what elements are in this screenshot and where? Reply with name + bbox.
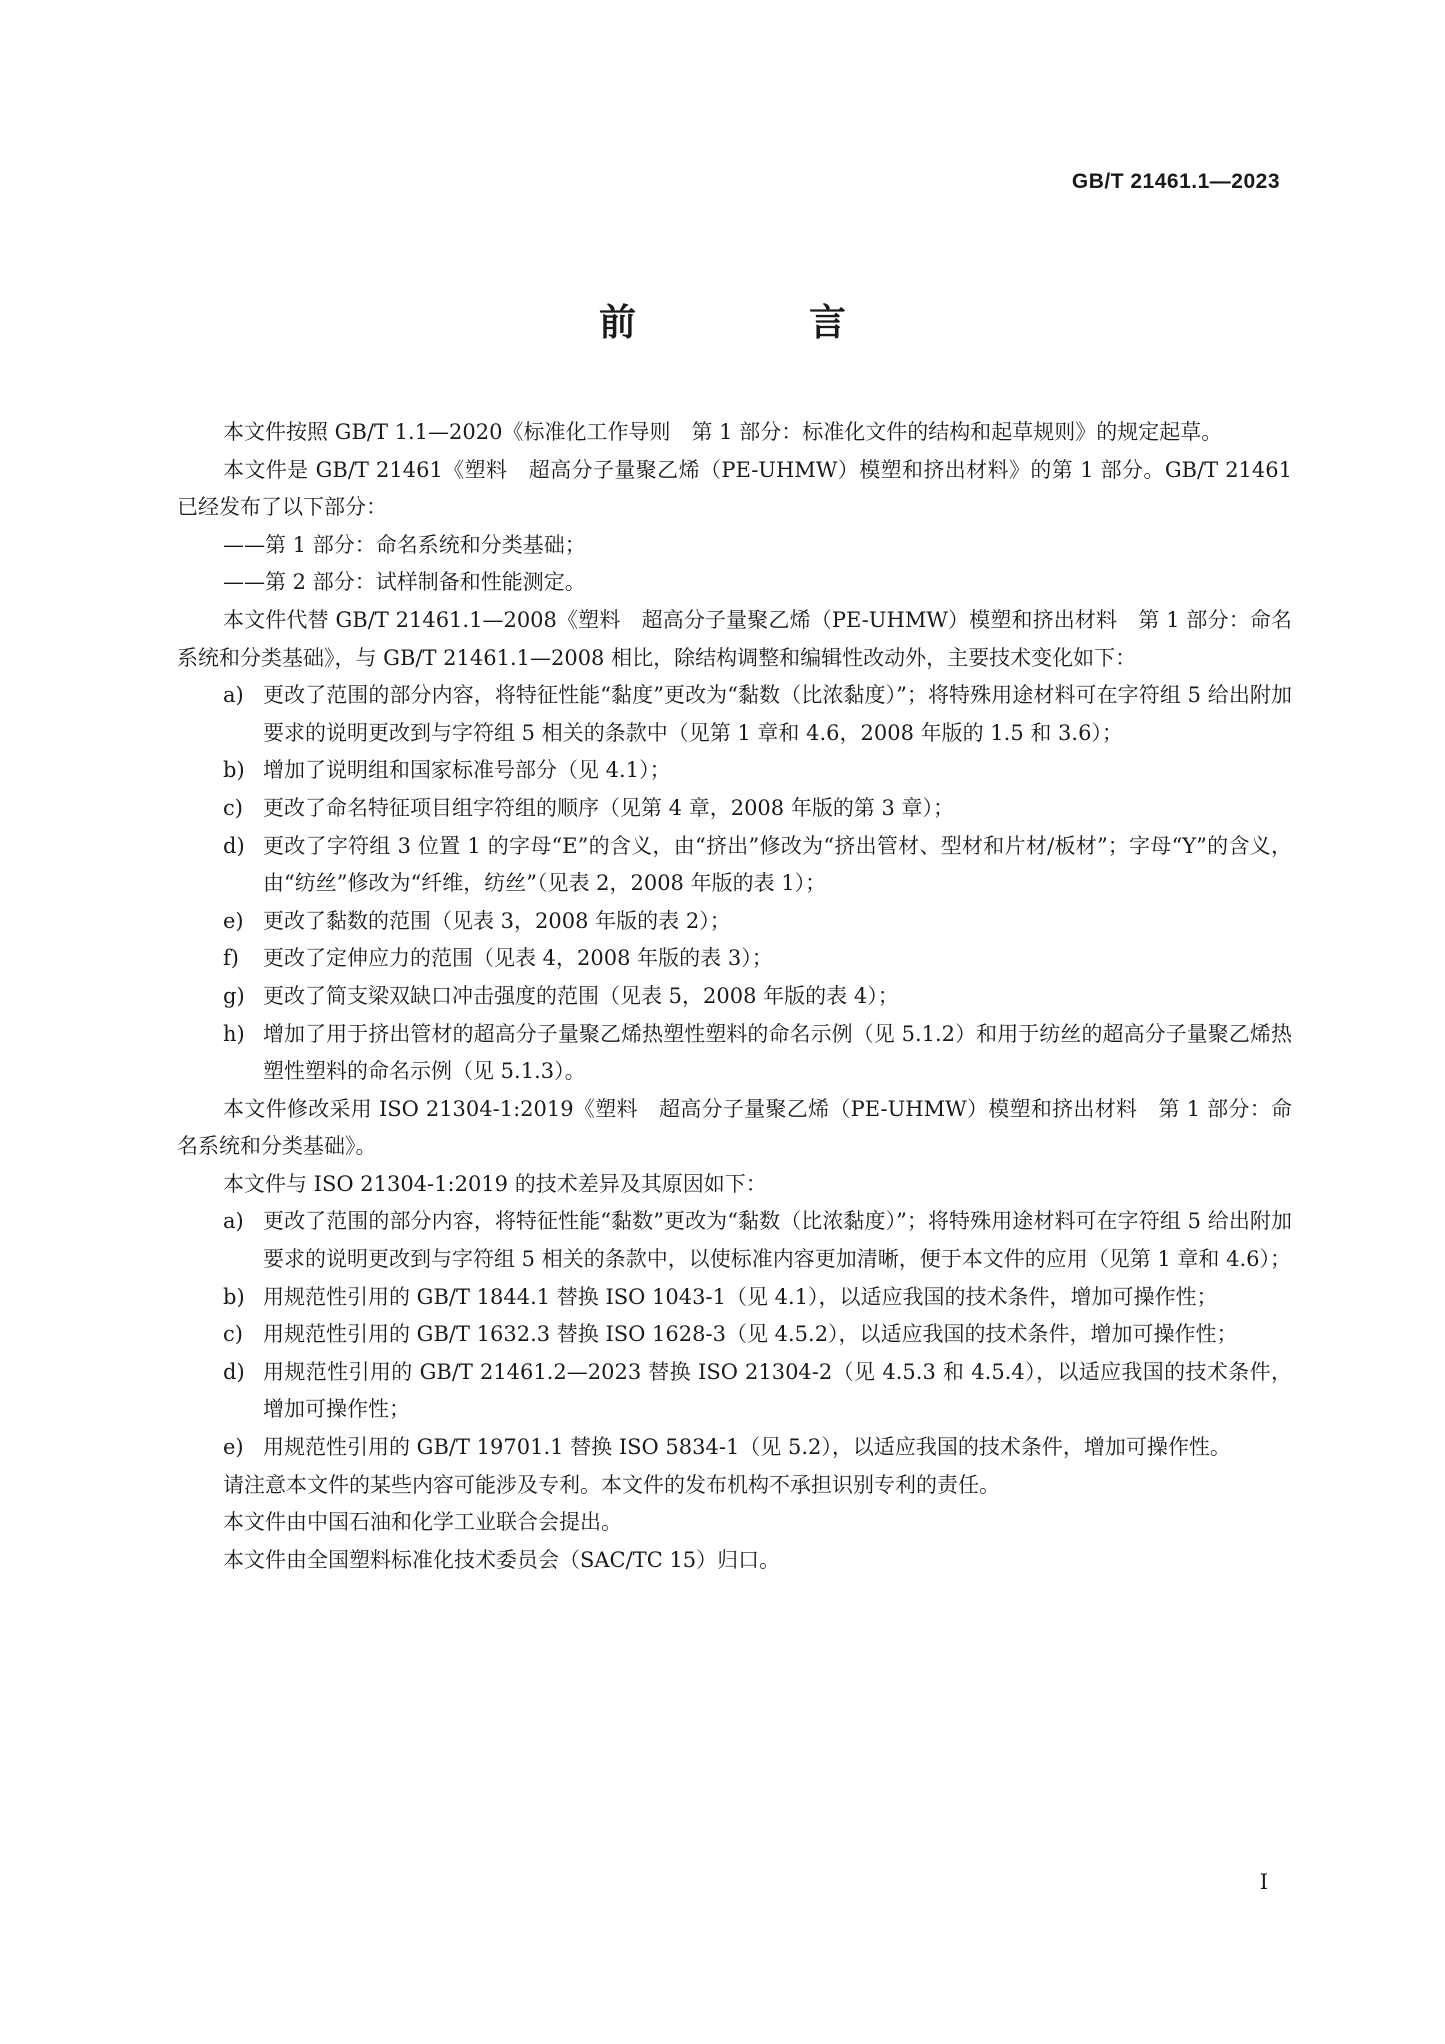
list-item [177, 940, 1292, 978]
list-item-text: 更改了定伸应力的范围（见表 4，2008 年版的表 3）； [263, 946, 773, 971]
list-item-text: 更改了命名特征项目组字符组的顺序（见第 4 章，2008 年版的第 3 章）； [263, 795, 955, 820]
list-item [177, 1316, 1292, 1354]
list-item-text: 用规范性引用的 GB/T 1844.1 替换 ISO 1043-1（见 4.1），以适应我国的技术条件，增加可操作性； [263, 1284, 1218, 1309]
paragraph-patent-notice: 请注意本文件的某些内容可能涉及专利。本文件的发布机构不承担识别专利的责任。 [223, 1472, 1000, 1497]
list-item-part-1: ——第 1 部分：命名系统和分类基础； [223, 532, 586, 557]
document-body [177, 414, 1292, 1579]
changes-list [177, 677, 1292, 1091]
paragraph-part-of-series: 本文件是 GB/T 21461《塑料 超高分子量聚乙烯（PE-UHMW）模塑和挤出材料》的第 1 部分。GB/T 21461 已经发布了以下部分： [177, 457, 1292, 520]
list-item [177, 978, 1292, 1016]
list-item-text: 更改了黏数的范围（见表 3，2008 年版的表 2）； [263, 908, 731, 933]
list-item-text: 用规范性引用的 GB/T 1632.3 替换 ISO 1628-3（见 4.5.2），以适应我国的技术条件，增加可操作性； [263, 1322, 1238, 1347]
list-marker: c) [223, 1322, 243, 1347]
paragraph-replacement: 本文件代替 GB/T 21461.1—2008《塑料 超高分子量聚乙烯（PE-UHMW）模塑和挤出材料 第 1 部分：命名系统和分类基础》，与 GB/T 21461.1—2008 相比，除结构调整和编辑性改动外，主要技术变化如下： [177, 607, 1292, 670]
list-item-text: 更改了范围的部分内容，将特征性能“黏数”更改为“黏数（比浓黏度）”；将特殊用途材料可在字符组 5 给出附加要求的说明更改到与字符组 5 相关的条款中，以使标准内容更加清晰，便于本文件的应用（见第 1 章和 4.6）； [263, 1209, 1292, 1272]
paragraph-iso-adoption: 本文件修改采用 ISO 21304-1:2019《塑料 超高分子量聚乙烯（PE-UHMW）模塑和挤出材料 第 1 部分：命名系统和分类基础》。 [177, 1096, 1292, 1159]
list-marker: a) [223, 683, 244, 708]
paragraph-drafting-basis: 本文件按照 GB/T 1.1—2020《标准化工作导则 第 1 部分：标准化文件的结构和起草规则》的规定起草。 [223, 420, 1223, 444]
list-marker: g) [223, 983, 245, 1008]
list-item [177, 790, 1292, 828]
standard-number: GB/T 21461.1—2023 [1071, 170, 1280, 193]
list-marker: e) [223, 908, 244, 933]
list-marker: d) [223, 1359, 245, 1384]
list-marker: c) [223, 795, 243, 820]
list-item-part-2: ——第 2 部分：试样制备和性能测定。 [223, 570, 586, 595]
list-item-text: 用规范性引用的 GB/T 19701.1 替换 ISO 5834-1（见 5.2），以适应我国的技术条件，增加可操作性。 [263, 1435, 1231, 1460]
paragraph-technical-differences: 本文件与 ISO 21304-1:2019 的技术差异及其原因如下： [223, 1171, 767, 1196]
list-marker: b) [223, 758, 245, 783]
list-item [177, 1354, 1292, 1429]
list-item [177, 1429, 1292, 1467]
list-item-text: 增加了用于挤出管材的超高分子量聚乙烯热塑性塑料的命名示例（见 5.1.2）和用于纺丝的超高分子量聚乙烯热塑性塑料的命名示例（见 5.1.3）。 [263, 1021, 1292, 1084]
list-marker: e) [223, 1435, 244, 1460]
list-marker: a) [223, 1209, 244, 1234]
list-marker: h) [223, 1021, 245, 1046]
list-item-text: 更改了字符组 3 位置 1 的字母“E”的含义，由“挤出”修改为“挤出管材、型材和片材/板材”；字母“Y”的含义，由“纺丝”修改为“纤维，纺丝”（见表 2，2008 年版的表 1）； [263, 833, 1292, 896]
paragraph-technical-committee: 本文件由全国塑料标准化技术委员会（SAC/TC 15）归口。 [223, 1547, 781, 1572]
list-item-text: 更改了范围的部分内容，将特征性能“黏度”更改为“黏数（比浓黏度）”；将特殊用途材料可在字符组 5 给出附加要求的说明更改到与字符组 5 相关的条款中（见第 1 章和 4.6，2008 年版的 1.5 和 3.6）； [263, 683, 1292, 745]
differences-list [177, 1203, 1292, 1466]
list-item [177, 677, 1292, 752]
list-item [177, 828, 1292, 903]
page-number: I [1259, 1870, 1268, 1894]
list-item-text: 用规范性引用的 GB/T 21461.2—2023 替换 ISO 21304-2（见 4.5.3 和 4.5.4），以适应我国的技术条件，增加可操作性； [263, 1359, 1292, 1422]
list-marker: b) [223, 1284, 245, 1309]
list-item [177, 1279, 1292, 1317]
page-title: 前 言 [599, 301, 914, 344]
paragraph-proposer: 本文件由中国石油和化学工业联合会提出。 [223, 1510, 622, 1535]
list-item [177, 1016, 1292, 1091]
list-item [177, 903, 1292, 941]
list-item-text: 增加了说明组和国家标准号部分（见 4.1）； [263, 758, 671, 783]
list-marker: f) [223, 946, 239, 971]
list-item-text: 更改了简支梁双缺口冲击强度的范围（见表 5，2008 年版的表 4）； [263, 983, 899, 1008]
list-item [177, 752, 1292, 790]
list-item [177, 1203, 1292, 1278]
list-marker: d) [223, 833, 245, 858]
